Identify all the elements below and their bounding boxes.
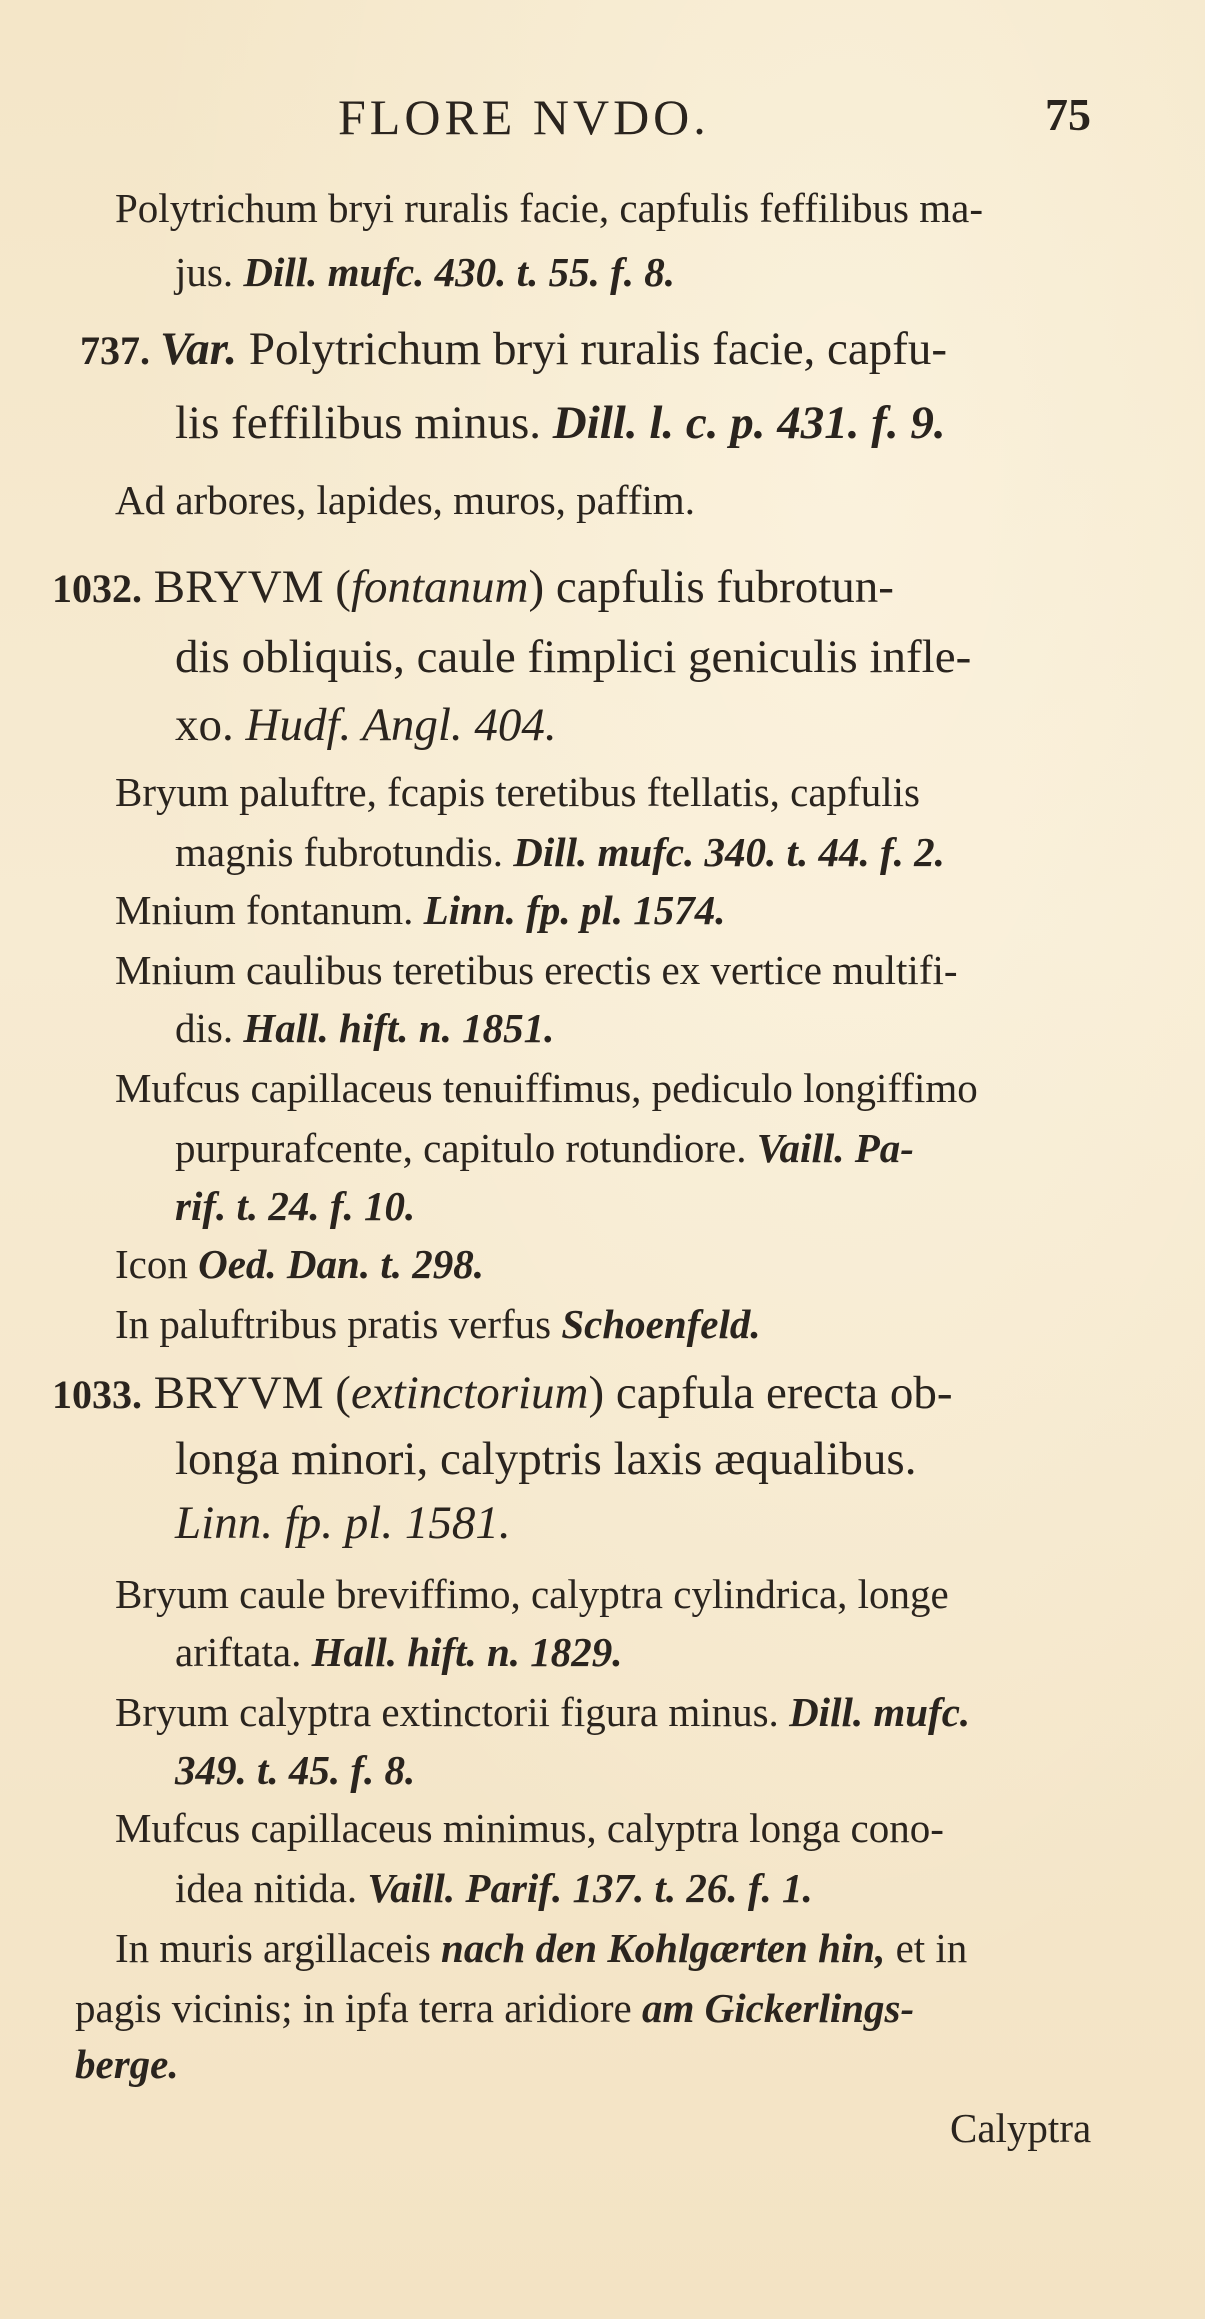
catchword: Calyptra (950, 2105, 1092, 2151)
text-line: rif. t. 24. f. 10. (175, 1183, 416, 1229)
text-span: Mnium fontanum. (115, 887, 424, 933)
citation: Linn. fp. pl. 1574. (423, 887, 726, 933)
variety-label: Var. (160, 323, 238, 375)
text-span: Icon (115, 1241, 199, 1287)
text-line: Bryum paluftre, fcapis teretibus ftellatis, capfulis (115, 769, 920, 815)
text-span: pagis vicinis; in ipfa terra aridiore (75, 1985, 642, 2031)
citation: Dill. mufc. 340. t. 44. f. 2. (513, 829, 945, 875)
text-line: 349. t. 45. f. 8. (175, 1747, 416, 1793)
text-line (175, 249, 675, 295)
text-span: lis feffilibus minus. (175, 397, 553, 449)
text-line: Ad arbores, lapides, muros, paffim. (115, 477, 695, 523)
page-number: 75 (1045, 89, 1091, 140)
text-span: Polytrichum bryi ruralis facie, capfu- (237, 323, 948, 375)
citation: Dill. l. c. p. 431. f. 9. (552, 397, 946, 449)
text-line (175, 1865, 813, 1911)
text-line: longa minori, calyptris laxis æqualibus. (175, 1433, 917, 1485)
text-span: xo. (175, 699, 246, 751)
species-epithet: fontanum (350, 561, 529, 613)
text-line: dis obliquis, caule fimplici geniculis infle- (175, 631, 972, 683)
entry-number: 737. (80, 328, 160, 373)
text-line (175, 829, 945, 875)
citation: Dill. mufc. (789, 1689, 971, 1735)
text-span: idea nitida. (175, 1865, 368, 1911)
entry-number: 1033. (52, 1372, 142, 1417)
text-line: Polytrichum bryi ruralis facie, capfulis feffilibus ma- (115, 185, 983, 231)
citation: Hall. hift. n. 1851. (243, 1005, 555, 1051)
citation: Vaill. Parif. 137. t. 26. f. 1. (367, 1865, 813, 1911)
text-span: In muris argillaceis (115, 1925, 442, 1971)
locality: Schoenfeld. (561, 1301, 761, 1347)
citation: Hall. hift. n. 1829. (311, 1629, 623, 1675)
text-line: Mufcus capillaceus tenuiffimus, pediculo longiffimo (115, 1065, 978, 1111)
text-line: Mnium caulibus teretibus erectis ex vertice multifi- (115, 947, 958, 993)
text-line (175, 1629, 623, 1675)
genus-name: BRYVM ( (142, 1367, 351, 1419)
text-line: berge. (75, 2041, 179, 2087)
text-line (175, 699, 557, 751)
text-line (175, 1005, 555, 1051)
text-span: dis. (175, 1005, 244, 1051)
locality: nach den Kohlgærten hin, (441, 1925, 886, 1971)
text-line (175, 1125, 914, 1171)
text-span: Bryum calyptra extinctorii figura minus. (115, 1689, 790, 1735)
text-line (115, 1241, 484, 1287)
diagnosis: ) capfulis fubrotun- (528, 561, 894, 613)
species-heading-1033 (52, 1367, 953, 1419)
locality: am Gickerlings- (641, 1985, 915, 2031)
citation: Dill. mufc. 430. t. 55. f. 8. (243, 249, 675, 295)
text-span: jus. (175, 249, 244, 295)
citation: Vaill. Pa- (756, 1125, 914, 1171)
text-line (115, 887, 726, 933)
text-line: Linn. fp. pl. 1581. (175, 1497, 511, 1549)
text-line (115, 1301, 761, 1347)
text-line: Bryum caule breviffimo, calyptra cylindrica, longe (115, 1571, 949, 1617)
genus-name: BRYVM ( (142, 561, 351, 613)
text-span: In paluftribus pratis verfus (115, 1301, 562, 1347)
text-line (115, 1689, 971, 1735)
citation: Hudf. Angl. 404. (245, 699, 557, 751)
text-line: Mufcus capillaceus minimus, calyptra longa cono- (115, 1805, 944, 1851)
diagnosis: ) capfula erecta ob- (588, 1367, 953, 1419)
text-span: et in (885, 1925, 968, 1971)
text-line (175, 397, 946, 449)
text-span: magnis fubrotundis. (175, 829, 514, 875)
entry-number: 1032. (52, 566, 142, 611)
text-span: ariftata. (175, 1629, 312, 1675)
text-line (80, 323, 948, 375)
species-heading-1032 (52, 561, 894, 613)
text-line (115, 1925, 968, 1971)
text-span: purpurafcente, capitulo rotundiore. (175, 1125, 757, 1171)
citation: Oed. Dan. t. 298. (198, 1241, 484, 1287)
running-title: FLORE NVDO. (338, 89, 710, 145)
text-line (75, 1985, 915, 2031)
species-epithet: extinctorium (350, 1367, 589, 1419)
